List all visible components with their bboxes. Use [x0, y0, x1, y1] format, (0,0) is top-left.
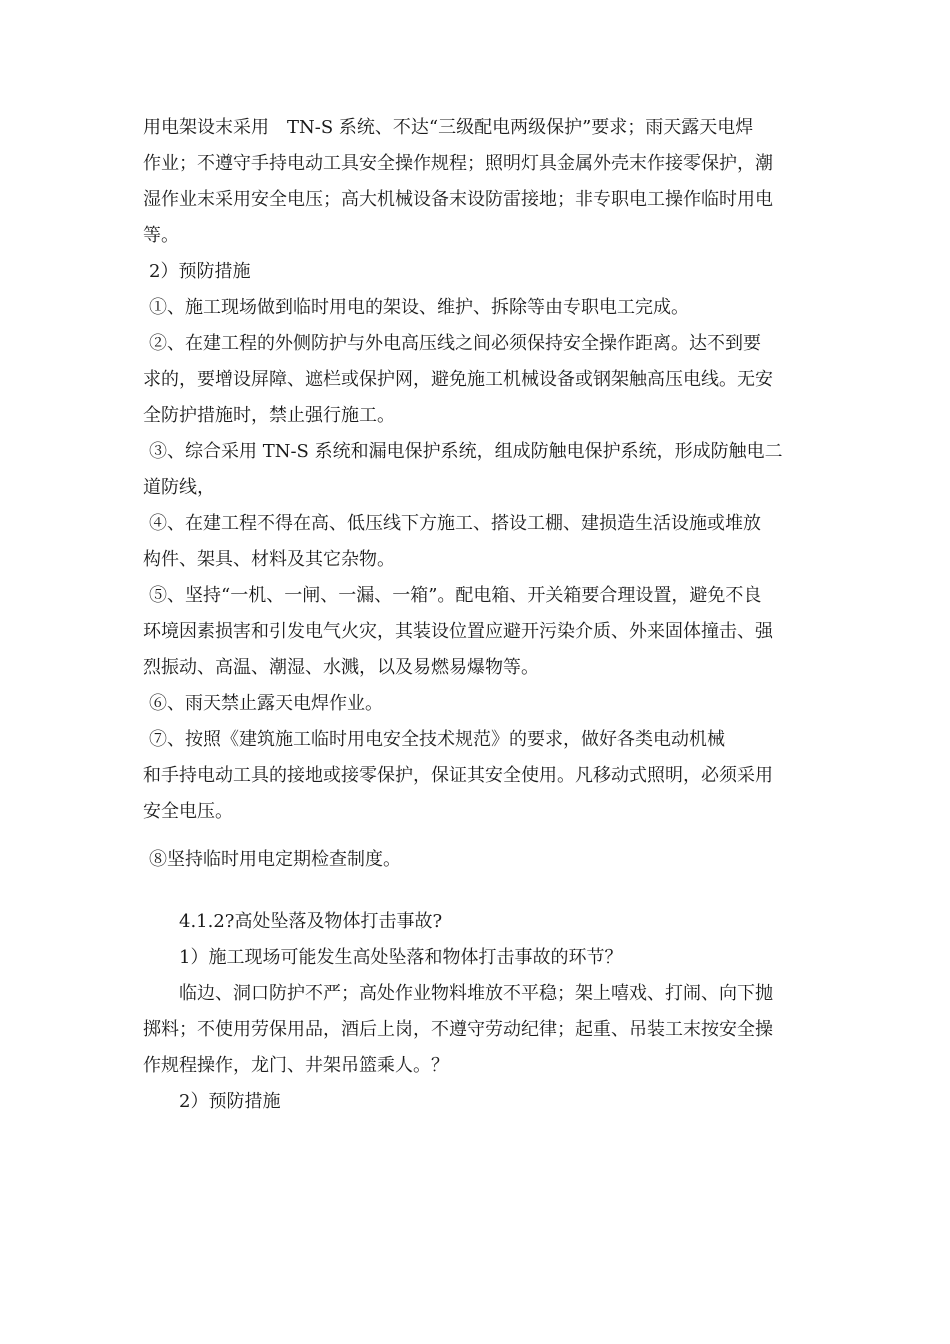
text-line: 掷料；不使用劳保用品，酒后上岗，不遵守劳动纪律；起重、吊装工末按安全操: [143, 1019, 773, 1040]
list-item: ⑥、雨天禁止露天电焊作业。: [149, 693, 383, 714]
list-item: ③、综合采用 TN-S 系统和漏电保护系统，组成防触电保护系统，形成防触电二: [149, 441, 783, 462]
subheading: 2）预防措施: [149, 261, 251, 282]
list-item: ②、在建工程的外侧防护与外电高压线之间必须保持安全操作距离。达不到要: [149, 333, 761, 354]
text-line: 和手持电动工具的接地或接零保护，保证其安全使用。凡移动式照明，必须采用: [143, 765, 773, 786]
text-line: 全防护措施时，禁止强行施工。: [143, 405, 395, 426]
subheading: 1）施工现场可能发生高处坠落和物体打击事故的环节？: [179, 947, 623, 968]
list-item: ⑦、按照《建筑施工临时用电安全技术规范》的要求，做好各类电动机械: [149, 729, 725, 750]
text-line: 安全电压。: [143, 801, 233, 822]
text-line: 等。: [143, 225, 179, 246]
section-heading: 4.1.2?高处坠落及物体打击事故?: [179, 911, 443, 932]
text-line: 道防线，: [143, 477, 215, 498]
spacer: [143, 878, 813, 904]
list-item: ①、施工现场做到临时用电的架设、维护、拆除等由专职电工完成。: [149, 297, 689, 318]
text-line: 构件、架具、材料及其它杂物。: [143, 549, 395, 570]
subheading: 2）预防措施: [179, 1091, 281, 1112]
list-item: ⑧坚持临时用电定期检查制度。: [149, 849, 401, 870]
text-line: 烈振动、高温、潮湿、水溅，以及易燃易爆物等。: [143, 657, 539, 678]
list-item: ⑤、坚持“一机、一闸、一漏、一箱”。配电箱、开关箱要合理设置，避免不良: [149, 585, 762, 606]
text-line: 作规程操作，龙门、井架吊篮乘人。？: [143, 1055, 449, 1076]
spacer: [143, 830, 813, 842]
text-line: 湿作业末采用安全电压；高大机械设备末设防雷接地；非专职电工操作临时用电: [143, 189, 773, 210]
text-line: 求的，要增设屏障、遮栏或保护网，避免施工机械设备或钢架触高压电线。无安: [143, 369, 773, 390]
text-line: 环境因素损害和引发电气火灾，其装设位置应避开污染介质、外来固体撞击、强: [143, 621, 773, 642]
text-line: 用电架设末采用 TN-S 系统、不达“三级配电两级保护”要求；雨天露天电焊: [143, 117, 754, 138]
text-line: 作业；不遵守手持电动工具安全操作规程；照明灯具金属外壳末作接零保护，潮: [143, 153, 773, 174]
document-body: [143, 110, 813, 1120]
text-line: 临边、洞口防护不严；高处作业物料堆放不平稳；架上嘻戏、打闹、向下抛: [179, 983, 773, 1004]
list-item: ④、在建工程不得在高、低压线下方施工、搭设工棚、建损造生活设施或堆放: [149, 513, 761, 534]
